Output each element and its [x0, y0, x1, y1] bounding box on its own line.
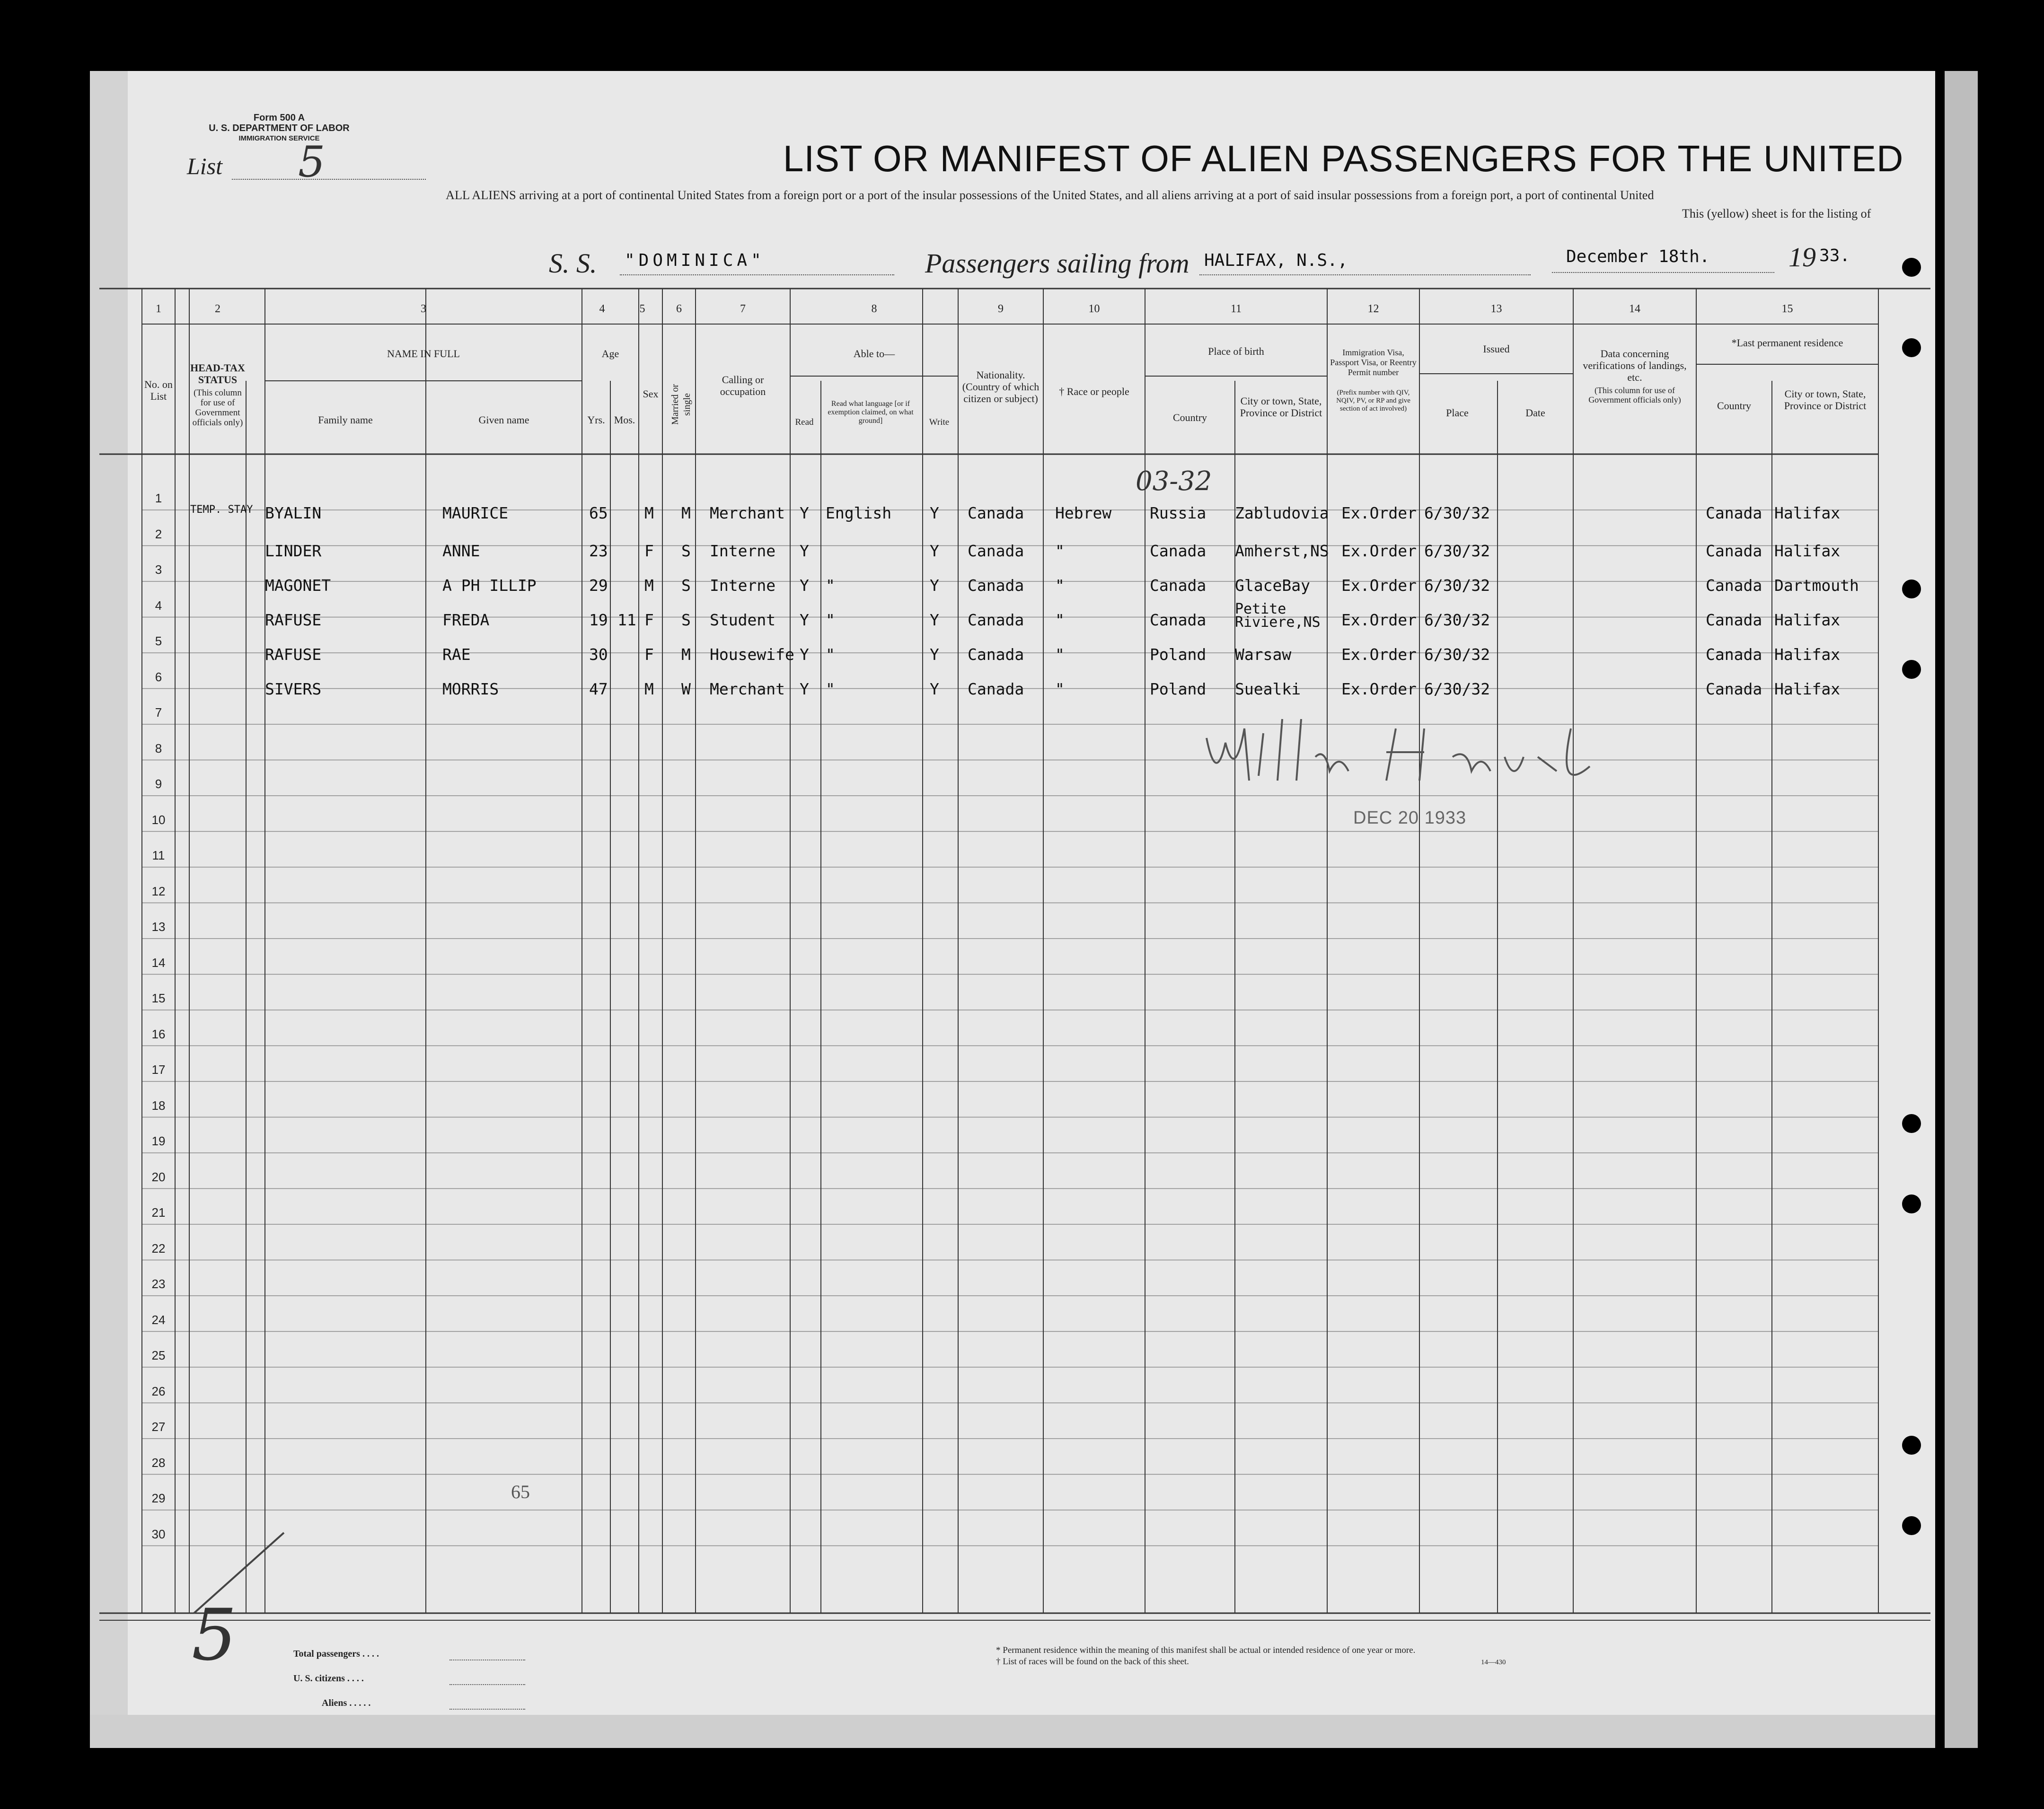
visa-cell: Ex.Order — [1341, 542, 1417, 560]
footnote-residence: * Permanent residence within the meaning of this manifest shall be actual or intended residence of one year or more. — [996, 1645, 1416, 1655]
header-place-of-birth: Place of birth — [1208, 345, 1264, 357]
row-number: 16 — [151, 1027, 166, 1041]
header-birth-city: City or town, State, Province or District — [1240, 395, 1322, 419]
ship-name: "DOMINICA" — [625, 251, 765, 270]
row-number: 20 — [151, 1169, 166, 1184]
header-visa-note: (Prefix number with QIV, NQIV, PV, or RP and give section of act involved) — [1336, 389, 1410, 413]
column-number: 15 — [1781, 303, 1793, 315]
age-years-cell: 29 — [589, 576, 608, 595]
header-given-name: Given name — [478, 414, 529, 426]
department-name: U. S. DEPARTMENT OF LABOR — [209, 123, 350, 133]
occupation-cell: Interne — [710, 542, 776, 560]
header-age: Age — [601, 348, 619, 360]
header-read-language: Read what language [or if exemption claimed, on what ground] — [828, 400, 914, 425]
sex-cell: M — [644, 680, 654, 698]
read-cell: Y — [800, 611, 809, 629]
issue-place-cell: 6/30/32 — [1424, 611, 1490, 629]
row-number: 23 — [151, 1277, 166, 1291]
list-label: List — [187, 153, 223, 179]
language-cell: " — [826, 645, 835, 664]
header-res-city: City or town, State, Province or District — [1784, 388, 1867, 412]
given-name-cell: RAE — [442, 645, 471, 664]
read-cell: Y — [800, 504, 809, 522]
row-number: 3 — [155, 562, 162, 577]
age-years-cell: 65 — [589, 504, 608, 522]
us-citizens-text: U. S. citizens — [293, 1673, 345, 1684]
birth-city-cell: GlaceBay — [1235, 576, 1310, 595]
marital-status-cell: S — [681, 576, 691, 595]
aliens-line — [449, 1709, 525, 1710]
birth-country-cell: Canada — [1150, 611, 1207, 629]
row-number: 5 — [155, 634, 162, 648]
row-number: 2 — [155, 527, 162, 541]
header-mos: Mos. — [614, 414, 635, 426]
occupation-cell: Merchant — [710, 680, 785, 698]
header-issue-place: Place — [1446, 407, 1469, 419]
birth-country-cell: Russia — [1150, 504, 1207, 522]
sex-cell: F — [644, 645, 654, 664]
family-name-cell: SIVERS — [265, 680, 322, 698]
residence-city-cell: Halifax — [1774, 542, 1841, 560]
column-number: 10 — [1088, 303, 1100, 315]
write-cell: Y — [930, 645, 939, 664]
residence-country-cell: Canada — [1706, 576, 1762, 595]
issue-place-cell: 6/30/32 — [1424, 645, 1490, 664]
row-number: 25 — [151, 1348, 166, 1362]
header-race: † Race or people — [1059, 386, 1129, 397]
header-nationality: Nationality. (Country of which citizen or subject) — [962, 369, 1040, 404]
aliens-text: Aliens — [322, 1698, 347, 1708]
family-name-cell: BYALIN — [265, 504, 322, 522]
column-number: 12 — [1367, 303, 1379, 315]
sailing-label: Passengers sailing from — [925, 248, 1189, 279]
visa-cell: Ex.Order — [1341, 645, 1417, 664]
header-family-name: Family name — [318, 414, 373, 426]
marital-status-cell: S — [681, 611, 691, 629]
total-passengers-text: Total passengers — [293, 1649, 360, 1659]
sailing-date: December 18th. — [1566, 247, 1710, 266]
nationality-cell: Canada — [968, 504, 1024, 522]
list-number: 5 — [298, 137, 326, 187]
nationality-cell: Canada — [968, 576, 1024, 595]
write-cell: Y — [930, 542, 939, 560]
occupation-cell: Interne — [710, 576, 776, 595]
write-cell: Y — [930, 611, 939, 629]
race-cell: " — [1055, 680, 1065, 698]
row-number: 14 — [151, 955, 166, 970]
birth-city-cell: Suealki — [1235, 680, 1301, 698]
marital-status-cell: M — [681, 645, 691, 664]
occupation-cell: Housewife — [710, 645, 794, 664]
row-number: 15 — [151, 991, 166, 1005]
column-number: 8 — [871, 303, 877, 315]
occupation-cell: Merchant — [710, 504, 785, 522]
read-cell: Y — [800, 645, 809, 664]
header-read: Read — [795, 417, 814, 427]
family-name-cell: LINDER — [265, 542, 322, 560]
row-number: 27 — [151, 1420, 166, 1434]
form-code: 14—430 — [1481, 1659, 1506, 1666]
given-name-cell: FREDA — [442, 611, 490, 629]
departure-port: HALIFAX, N.S., — [1204, 251, 1348, 270]
column-number: 13 — [1490, 303, 1502, 315]
residence-country-cell: Canada — [1706, 611, 1762, 629]
column-number: 11 — [1230, 303, 1242, 315]
nationality-cell: Canada — [968, 611, 1024, 629]
handwritten-mark — [189, 1523, 303, 1618]
read-cell: Y — [800, 680, 809, 698]
page-title: LIST OR MANIFEST OF ALIEN PASSENGERS FOR THE UNITED — [783, 138, 1904, 179]
column-number: 2 — [215, 303, 220, 315]
us-citizens-label: U. S. citizens . . . . — [293, 1673, 364, 1684]
write-cell: Y — [930, 504, 939, 522]
residence-city-cell: Dartmouth — [1774, 576, 1859, 595]
page-note: 65 — [511, 1481, 530, 1502]
race-cell: " — [1055, 576, 1065, 595]
age-years-cell: 19 — [589, 611, 608, 629]
header-married: Married or single — [670, 384, 692, 425]
language-cell: " — [826, 611, 835, 629]
birth-country-cell: Canada — [1150, 576, 1207, 595]
residence-city-cell: Halifax — [1774, 504, 1841, 522]
row-number: 22 — [151, 1241, 166, 1256]
column-number: 5 — [639, 303, 645, 315]
birth-city-cell: Amherst,NS — [1235, 542, 1329, 560]
residence-country-cell: Canada — [1706, 645, 1762, 664]
handwritten-count: 5 — [192, 1594, 237, 1677]
total-passengers-label: Total passengers . . . . — [293, 1649, 379, 1659]
row-number: 6 — [155, 669, 162, 684]
header-sex: Sex — [643, 388, 659, 400]
column-number: 4 — [599, 303, 605, 315]
header-head-tax: HEAD-TAX STATUS — [190, 362, 245, 386]
age-years-cell: 30 — [589, 645, 608, 664]
handwritten-number: 03-32 — [1136, 466, 1212, 497]
year-prefix: 19 — [1788, 242, 1816, 272]
given-name-cell: MAURICE — [442, 504, 509, 522]
subtitle-line-1: ALL ALIENS arriving at a port of continental United States from a foreign port or a port of the insular possessions of the United States, and all aliens arriving at a port of said insular possessions from a foreign port, a port of continental United — [446, 188, 1654, 202]
sex-cell: F — [644, 611, 654, 629]
row-number: 7 — [155, 705, 162, 720]
language-cell: English — [826, 504, 892, 522]
nationality-cell: Canada — [968, 680, 1024, 698]
given-name-cell: A PH ILLIP — [442, 576, 537, 595]
header-last-residence: *Last permanent residence — [1731, 337, 1843, 349]
family-name-cell: RAFUSE — [265, 611, 322, 629]
residence-city-cell: Halifax — [1774, 611, 1841, 629]
column-number: 7 — [740, 303, 746, 315]
header-no-on-list: No. on List — [144, 378, 173, 402]
race-cell: " — [1055, 645, 1065, 664]
issue-place-cell: 6/30/32 — [1424, 576, 1490, 595]
nationality-cell: Canada — [968, 542, 1024, 560]
header-head-tax-note: (This column for use of Government officials only) — [192, 388, 243, 428]
footnote-races: † List of races will be found on the back of this sheet. — [996, 1657, 1189, 1667]
birth-country-cell: Canada — [1150, 542, 1207, 560]
race-cell: " — [1055, 542, 1065, 560]
year-suffix: 33. — [1819, 246, 1850, 265]
row-number: 29 — [151, 1491, 166, 1505]
row-number: 12 — [151, 884, 166, 898]
birth-city-cell: Warsaw — [1235, 645, 1292, 664]
residence-country-cell: Canada — [1706, 504, 1762, 522]
row-number: 17 — [151, 1063, 166, 1077]
issue-place-cell: 6/30/32 — [1424, 504, 1490, 522]
issue-place-cell: 6/30/32 — [1424, 680, 1490, 698]
header-issued: Issued — [1483, 343, 1510, 355]
issue-place-cell: 6/30/32 — [1424, 542, 1490, 560]
residence-city-cell: Halifax — [1774, 680, 1841, 698]
header-issue-date: Date — [1525, 407, 1545, 419]
header-verifications-note: (This column for use of Government officials only) — [1588, 386, 1681, 404]
ship-prefix: S. S. — [549, 248, 597, 279]
given-name-cell: MORRIS — [442, 680, 499, 698]
column-number: 9 — [998, 303, 1004, 315]
header-calling: Calling or occupation — [720, 374, 766, 397]
column-number: 1 — [156, 303, 161, 315]
column-number: 3 — [421, 303, 426, 315]
column-number: 14 — [1629, 303, 1640, 315]
row-number: 21 — [151, 1205, 166, 1220]
subtitle-line-2: This (yellow) sheet is for the listing of — [1682, 207, 1871, 220]
row-number: 26 — [151, 1384, 166, 1398]
residence-city-cell: Halifax — [1774, 645, 1841, 664]
birth-city-cell: Petite Riviere,NS — [1235, 601, 1321, 631]
residence-country-cell: Canada — [1706, 680, 1762, 698]
marital-status-cell: M — [681, 504, 691, 522]
race-cell: Hebrew — [1055, 504, 1112, 522]
family-name-cell: MAGONET — [265, 576, 331, 595]
read-cell: Y — [800, 542, 809, 560]
age-years-cell: 47 — [589, 680, 608, 698]
aliens-label: Aliens . . . . . — [322, 1698, 371, 1708]
row-number: 30 — [151, 1527, 166, 1541]
family-name-cell: RAFUSE — [265, 645, 322, 664]
given-name-cell: ANNE — [442, 542, 480, 560]
row-number: 13 — [151, 920, 166, 934]
race-cell: " — [1055, 611, 1065, 629]
read-cell: Y — [800, 576, 809, 595]
row-number: 18 — [151, 1098, 166, 1113]
write-cell: Y — [930, 680, 939, 698]
row-number: 4 — [155, 598, 162, 613]
occupation-cell: Student — [710, 611, 776, 629]
header-write: Write — [929, 417, 950, 427]
date-stamp: DEC 20 1933 — [1353, 808, 1467, 828]
header-visa: Immigration Visa, Passport Visa, or Reentry Permit number — [1330, 348, 1417, 377]
header-res-country: Country — [1717, 400, 1752, 412]
head-tax-cell: TEMP. STAY — [190, 504, 253, 516]
language-cell: " — [826, 576, 835, 595]
header-name-in-full: NAME IN FULL — [387, 348, 460, 360]
birth-city-cell: Zabludovia — [1235, 504, 1329, 522]
visa-cell: Ex.Order — [1341, 680, 1417, 698]
row-number: 1 — [155, 491, 162, 505]
row-number: 24 — [151, 1312, 166, 1327]
write-cell: Y — [930, 576, 939, 595]
age-years-cell: 23 — [589, 542, 608, 560]
visa-cell: Ex.Order — [1341, 611, 1417, 629]
language-cell: " — [826, 680, 835, 698]
sex-cell: M — [644, 504, 654, 522]
birth-country-cell: Poland — [1150, 680, 1207, 698]
residence-country-cell: Canada — [1706, 542, 1762, 560]
age-months-cell: 11 — [617, 611, 636, 629]
header-able-to: Able to— — [853, 348, 895, 360]
row-number: 28 — [151, 1455, 166, 1470]
sex-cell: M — [644, 576, 654, 595]
header-yrs: Yrs. — [587, 414, 605, 426]
visa-cell: Ex.Order — [1341, 504, 1417, 522]
visa-cell: Ex.Order — [1341, 576, 1417, 595]
row-number: 19 — [151, 1134, 166, 1148]
service-name: IMMIGRATION SERVICE — [238, 134, 320, 142]
row-number: 9 — [155, 777, 162, 791]
signature — [1197, 700, 1623, 795]
row-number: 8 — [155, 741, 162, 755]
header-verifications: Data concerning verifications of landings, etc. — [1583, 348, 1687, 383]
column-number: 6 — [676, 303, 682, 315]
birth-country-cell: Poland — [1150, 645, 1207, 664]
header-birth-country: Country — [1172, 412, 1207, 423]
nationality-cell: Canada — [968, 645, 1024, 664]
marital-status-cell: W — [681, 680, 691, 698]
citizens-line — [449, 1684, 525, 1685]
row-number: 10 — [151, 812, 166, 827]
marital-status-cell: S — [681, 542, 691, 560]
sex-cell: F — [644, 542, 654, 560]
form-number: Form 500 A — [253, 113, 305, 123]
row-number: 11 — [152, 848, 165, 862]
